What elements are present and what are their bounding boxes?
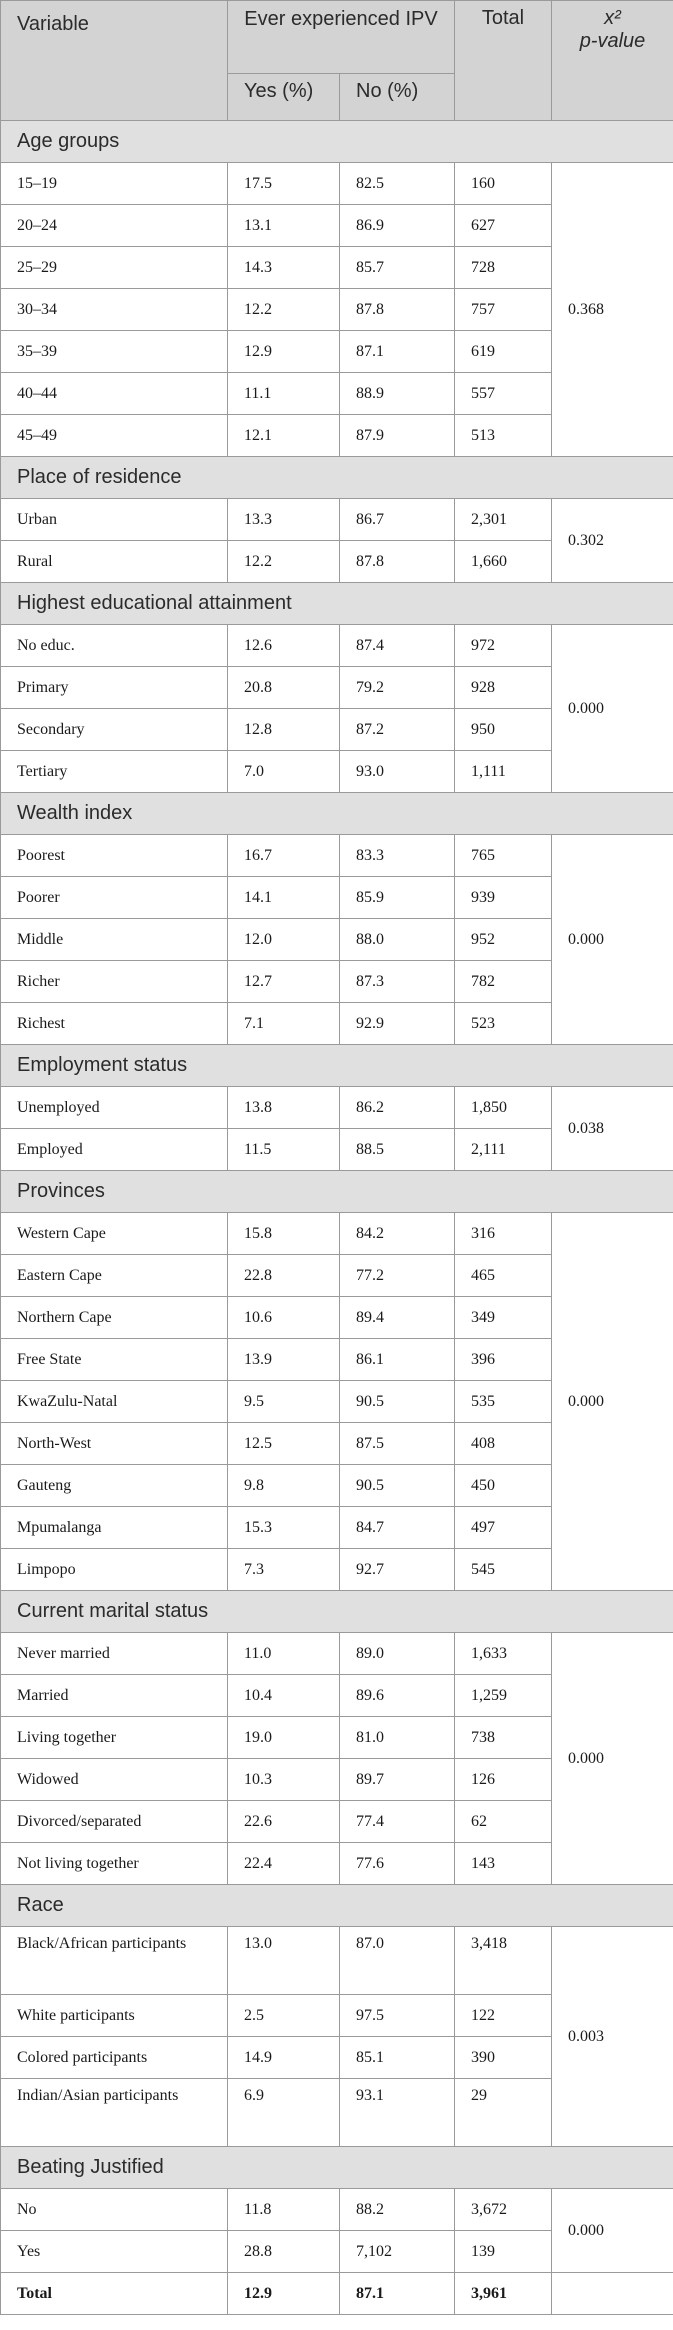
row-total: 782 — [455, 961, 552, 1003]
yes-percent: 13.9 — [228, 1339, 340, 1381]
row-total: 950 — [455, 709, 552, 751]
yes-percent: 14.9 — [228, 2037, 340, 2079]
no-percent: 77.4 — [340, 1801, 455, 1843]
table-row — [1, 1633, 673, 1675]
row-label: White participants — [1, 1995, 228, 2037]
row-total: 349 — [455, 1297, 552, 1339]
row-total: 545 — [455, 1549, 552, 1591]
row-total: 396 — [455, 1339, 552, 1381]
row-total: 738 — [455, 1717, 552, 1759]
no-percent: 87.9 — [340, 415, 455, 457]
no-percent: 87.8 — [340, 289, 455, 331]
no-percent: 7,102 — [340, 2231, 455, 2273]
yes-percent: 11.1 — [228, 373, 340, 415]
row-total: 390 — [455, 2037, 552, 2079]
p-value: 0.000 — [552, 1633, 673, 1885]
no-percent: 92.9 — [340, 1003, 455, 1045]
row-label: 25–29 — [1, 247, 228, 289]
total-p-value-empty — [552, 2273, 673, 2315]
yes-percent: 11.8 — [228, 2189, 340, 2231]
table-row — [1, 625, 673, 667]
yes-percent: 22.8 — [228, 1255, 340, 1297]
table-row — [1, 163, 673, 205]
p-value: 0.000 — [552, 835, 673, 1045]
table-row — [1, 499, 673, 541]
yes-percent: 2.5 — [228, 1995, 340, 2037]
no-percent: 88.0 — [340, 919, 455, 961]
no-percent: 90.5 — [340, 1465, 455, 1507]
section-header-row — [1, 457, 673, 499]
row-label: 40–44 — [1, 373, 228, 415]
row-label: 35–39 — [1, 331, 228, 373]
row-total: 122 — [455, 1995, 552, 2037]
row-total: 1,111 — [455, 751, 552, 793]
table-body — [1, 121, 673, 2315]
row-label: North-West — [1, 1423, 228, 1465]
header-p-label: p-value — [579, 30, 646, 52]
section-title: Highest educational attainment — [1, 583, 673, 625]
header-p-value — [552, 1, 673, 121]
row-total: 1,259 — [455, 1675, 552, 1717]
row-label: 30–34 — [1, 289, 228, 331]
table-row — [1, 1213, 673, 1255]
row-total: 557 — [455, 373, 552, 415]
yes-percent: 9.8 — [228, 1465, 340, 1507]
section-title: Wealth index — [1, 793, 673, 835]
no-percent: 85.9 — [340, 877, 455, 919]
no-percent: 86.9 — [340, 205, 455, 247]
yes-percent: 19.0 — [228, 1717, 340, 1759]
p-value: 0.302 — [552, 499, 673, 583]
section-title: Current marital status — [1, 1591, 673, 1633]
no-percent: 87.8 — [340, 541, 455, 583]
section-title: Provinces — [1, 1171, 673, 1213]
row-total: 3,672 — [455, 2189, 552, 2231]
row-label: Colored participants — [1, 2037, 228, 2079]
total-row — [1, 2273, 673, 2315]
row-label: Yes — [1, 2231, 228, 2273]
row-total: 2,301 — [455, 499, 552, 541]
no-percent: 86.2 — [340, 1087, 455, 1129]
row-label: Poorest — [1, 835, 228, 877]
no-percent: 81.0 — [340, 1717, 455, 1759]
section-header-row — [1, 121, 673, 163]
yes-percent: 7.0 — [228, 751, 340, 793]
row-total: 62 — [455, 1801, 552, 1843]
section-header-row — [1, 1591, 673, 1633]
yes-percent: 17.5 — [228, 163, 340, 205]
header-total: Total — [455, 1, 552, 121]
header-ever-ipv — [228, 1, 455, 74]
yes-percent: 12.7 — [228, 961, 340, 1003]
yes-percent: 6.9 — [228, 2079, 340, 2147]
no-percent: 93.0 — [340, 751, 455, 793]
row-label: Mpumalanga — [1, 1507, 228, 1549]
row-total: 627 — [455, 205, 552, 247]
row-label: No educ. — [1, 625, 228, 667]
row-label: Secondary — [1, 709, 228, 751]
row-total: 465 — [455, 1255, 552, 1297]
row-label: Living together — [1, 1717, 228, 1759]
p-value: 0.000 — [552, 1213, 673, 1591]
no-percent: 88.5 — [340, 1129, 455, 1171]
row-label: Black/African participants — [1, 1927, 228, 1995]
row-total: 139 — [455, 2231, 552, 2273]
yes-percent: 11.0 — [228, 1633, 340, 1675]
row-total: 765 — [455, 835, 552, 877]
yes-percent: 12.1 — [228, 415, 340, 457]
no-percent: 89.4 — [340, 1297, 455, 1339]
row-label: Never married — [1, 1633, 228, 1675]
row-label: Urban — [1, 499, 228, 541]
yes-percent: 12.8 — [228, 709, 340, 751]
yes-percent: 12.0 — [228, 919, 340, 961]
no-percent: 85.1 — [340, 2037, 455, 2079]
row-total: 757 — [455, 289, 552, 331]
row-total: 952 — [455, 919, 552, 961]
row-label: 15–19 — [1, 163, 228, 205]
yes-percent: 28.8 — [228, 2231, 340, 2273]
p-value: 0.000 — [552, 625, 673, 793]
row-label: Widowed — [1, 1759, 228, 1801]
yes-percent: 12.6 — [228, 625, 340, 667]
row-total: 513 — [455, 415, 552, 457]
row-total: 523 — [455, 1003, 552, 1045]
section-header-row — [1, 2147, 673, 2189]
yes-percent: 15.3 — [228, 1507, 340, 1549]
total-yes: 12.9 — [228, 2273, 340, 2315]
yes-percent: 12.2 — [228, 541, 340, 583]
row-total: 1,850 — [455, 1087, 552, 1129]
no-percent: 77.2 — [340, 1255, 455, 1297]
p-value: 0.000 — [552, 2189, 673, 2273]
no-percent: 89.7 — [340, 1759, 455, 1801]
row-label: Indian/Asian participants — [1, 2079, 228, 2147]
row-label: KwaZulu-Natal — [1, 1381, 228, 1423]
no-percent: 85.7 — [340, 247, 455, 289]
row-label: Employed — [1, 1129, 228, 1171]
no-percent: 83.3 — [340, 835, 455, 877]
yes-percent: 7.3 — [228, 1549, 340, 1591]
row-total: 535 — [455, 1381, 552, 1423]
row-label: Eastern Cape — [1, 1255, 228, 1297]
yes-percent: 13.0 — [228, 1927, 340, 1995]
header-no: No (%) — [340, 74, 455, 121]
section-header-row — [1, 1045, 673, 1087]
row-label: Tertiary — [1, 751, 228, 793]
row-label: Rural — [1, 541, 228, 583]
row-label: Limpopo — [1, 1549, 228, 1591]
row-total: 160 — [455, 163, 552, 205]
no-percent: 92.7 — [340, 1549, 455, 1591]
no-percent: 86.1 — [340, 1339, 455, 1381]
row-total: 29 — [455, 2079, 552, 2147]
no-percent: 97.5 — [340, 1995, 455, 2037]
header-yes: Yes (%) — [228, 74, 340, 121]
row-label: Divorced/separated — [1, 1801, 228, 1843]
section-title: Beating Justified — [1, 2147, 673, 2189]
p-value: 0.368 — [552, 163, 673, 457]
no-percent: 90.5 — [340, 1381, 455, 1423]
row-label: Middle — [1, 919, 228, 961]
row-total: 728 — [455, 247, 552, 289]
row-label: Married — [1, 1675, 228, 1717]
row-label: Gauteng — [1, 1465, 228, 1507]
no-percent: 77.6 — [340, 1843, 455, 1885]
yes-percent: 15.8 — [228, 1213, 340, 1255]
section-title: Employment status — [1, 1045, 673, 1087]
no-percent: 89.6 — [340, 1675, 455, 1717]
no-percent: 87.5 — [340, 1423, 455, 1465]
row-label: Northern Cape — [1, 1297, 228, 1339]
table-row — [1, 835, 673, 877]
yes-percent: 13.1 — [228, 205, 340, 247]
no-percent: 86.7 — [340, 499, 455, 541]
section-title: Race — [1, 1885, 673, 1927]
row-label: Western Cape — [1, 1213, 228, 1255]
row-label: Richest — [1, 1003, 228, 1045]
total-count: 3,961 — [455, 2273, 552, 2315]
no-percent: 87.0 — [340, 1927, 455, 1995]
yes-percent: 22.4 — [228, 1843, 340, 1885]
row-label: Primary — [1, 667, 228, 709]
section-title: Place of residence — [1, 457, 673, 499]
row-label: Not living together — [1, 1843, 228, 1885]
section-header-row — [1, 793, 673, 835]
row-label: No — [1, 2189, 228, 2231]
yes-percent: 10.3 — [228, 1759, 340, 1801]
no-percent: 87.2 — [340, 709, 455, 751]
yes-percent: 10.4 — [228, 1675, 340, 1717]
total-label: Total — [1, 2273, 228, 2315]
row-total: 408 — [455, 1423, 552, 1465]
row-total: 1,660 — [455, 541, 552, 583]
row-total: 497 — [455, 1507, 552, 1549]
yes-percent: 7.1 — [228, 1003, 340, 1045]
total-no: 87.1 — [340, 2273, 455, 2315]
no-percent: 79.2 — [340, 667, 455, 709]
section-header-row — [1, 1885, 673, 1927]
no-percent: 87.3 — [340, 961, 455, 1003]
no-percent: 87.4 — [340, 625, 455, 667]
row-total: 3,418 — [455, 1927, 552, 1995]
header-variable: Variable — [1, 1, 228, 121]
p-value: 0.003 — [552, 1927, 673, 2147]
table-row — [1, 2189, 673, 2231]
no-percent: 87.1 — [340, 331, 455, 373]
row-label: 45–49 — [1, 415, 228, 457]
row-label: Poorer — [1, 877, 228, 919]
yes-percent: 11.5 — [228, 1129, 340, 1171]
no-percent: 89.0 — [340, 1633, 455, 1675]
row-total: 619 — [455, 331, 552, 373]
section-header-row — [1, 583, 673, 625]
no-percent: 82.5 — [340, 163, 455, 205]
yes-percent: 9.5 — [228, 1381, 340, 1423]
yes-percent: 12.2 — [228, 289, 340, 331]
row-total: 143 — [455, 1843, 552, 1885]
no-percent: 93.1 — [340, 2079, 455, 2147]
row-total: 1,633 — [455, 1633, 552, 1675]
yes-percent: 14.1 — [228, 877, 340, 919]
row-total: 928 — [455, 667, 552, 709]
no-percent: 84.7 — [340, 1507, 455, 1549]
row-total: 972 — [455, 625, 552, 667]
yes-percent: 10.6 — [228, 1297, 340, 1339]
yes-percent: 13.3 — [228, 499, 340, 541]
row-total: 939 — [455, 877, 552, 919]
p-value: 0.038 — [552, 1087, 673, 1171]
yes-percent: 13.8 — [228, 1087, 340, 1129]
yes-percent: 16.7 — [228, 835, 340, 877]
row-label: Free State — [1, 1339, 228, 1381]
section-title: Age groups — [1, 121, 673, 163]
yes-percent: 22.6 — [228, 1801, 340, 1843]
yes-percent: 14.3 — [228, 247, 340, 289]
no-percent: 88.2 — [340, 2189, 455, 2231]
header-chi-symbol: x² — [604, 7, 621, 29]
row-total: 126 — [455, 1759, 552, 1801]
header-ever-ipv-text: Ever experienced IPV — [244, 8, 438, 30]
section-header-row — [1, 1171, 673, 1213]
row-total: 316 — [455, 1213, 552, 1255]
no-percent: 84.2 — [340, 1213, 455, 1255]
yes-percent: 20.8 — [228, 667, 340, 709]
row-total: 2,111 — [455, 1129, 552, 1171]
table-row — [1, 1927, 673, 1995]
row-label: Richer — [1, 961, 228, 1003]
yes-percent: 12.5 — [228, 1423, 340, 1465]
row-label: Unemployed — [1, 1087, 228, 1129]
no-percent: 88.9 — [340, 373, 455, 415]
yes-percent: 12.9 — [228, 331, 340, 373]
row-total: 450 — [455, 1465, 552, 1507]
table-row — [1, 1087, 673, 1129]
row-label: 20–24 — [1, 205, 228, 247]
